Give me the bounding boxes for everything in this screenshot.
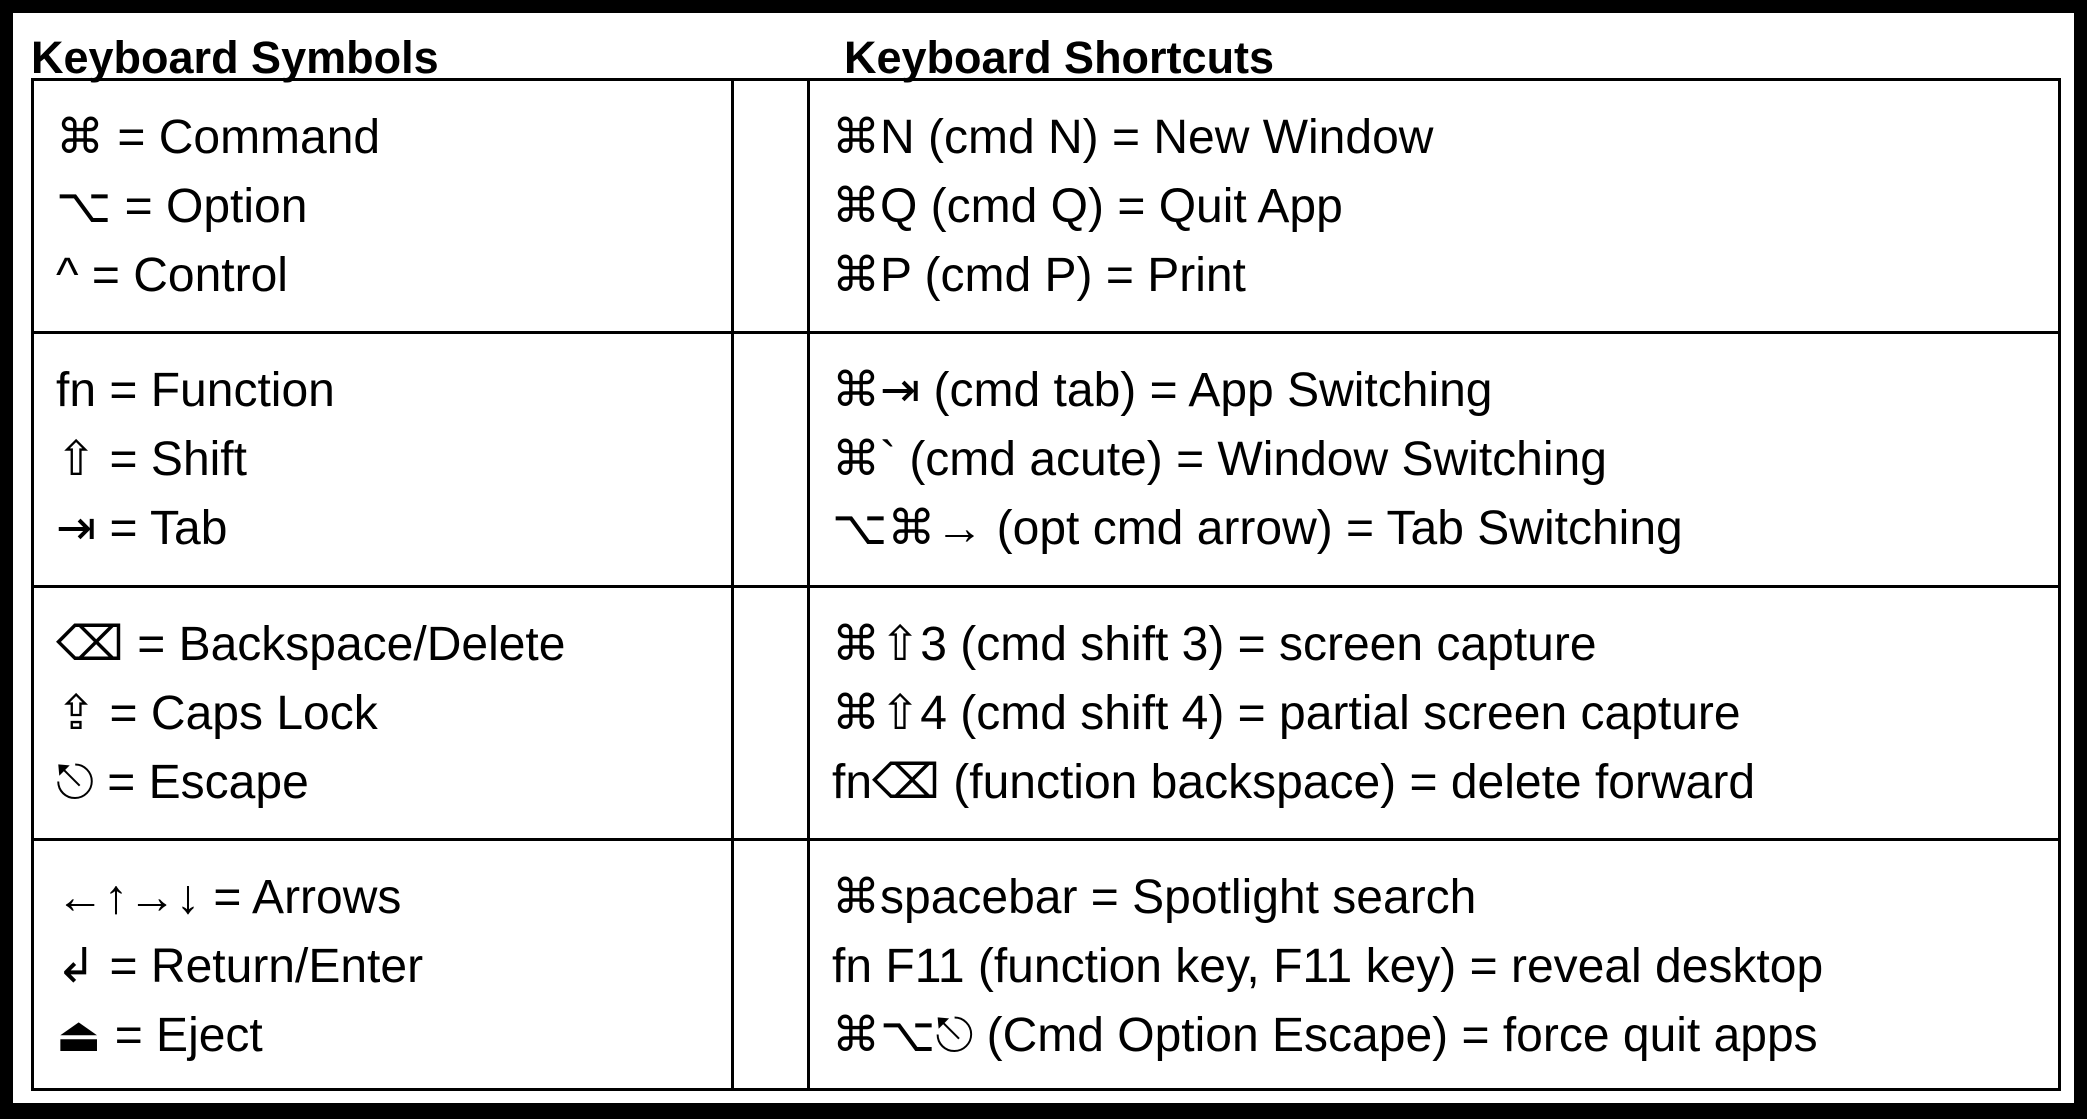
symbol-entry: ^ = Control [56, 249, 288, 302]
reference-table [31, 78, 2061, 1091]
symbols-cell [56, 334, 726, 563]
symbol-entry: ⇥ = Tab [56, 502, 228, 555]
symbol-entry: ⇧ = Shift [56, 433, 247, 486]
symbol-entry: ⇪ = Caps Lock [56, 687, 378, 740]
symbol-entry: ⎋ = Escape [56, 756, 309, 809]
symbol-entry: ←↑→↓ = Arrows [56, 871, 402, 924]
symbols-heading: Keyboard Symbols [31, 32, 439, 83]
symbols-cell [56, 588, 726, 817]
symbol-entry: ⌘ = Command [56, 111, 381, 164]
shortcut-entry: ⌘⇧4 (cmd shift 4) = partial screen capture [832, 687, 1741, 740]
shortcut-entry: ⌥⌘→ (opt cmd arrow) = Tab Switching [832, 502, 1683, 555]
symbol-entry: ⏏ = Eject [56, 1009, 263, 1062]
shortcut-entry: fn⌫ (function backspace) = delete forward [832, 756, 1756, 809]
shortcut-entry: ⌘` (cmd acute) = Window Switching [832, 433, 1607, 486]
symbol-entry: fn = Function [56, 364, 335, 417]
shortcut-entry: ⌘⇥ (cmd tab) = App Switching [832, 364, 1493, 417]
shortcut-entry: ⌘spacebar = Spotlight search [832, 871, 1477, 924]
symbol-entry: ↲ = Return/Enter [56, 940, 424, 993]
shortcuts-cell [832, 81, 2052, 310]
shortcuts-heading: Keyboard Shortcuts [844, 32, 1275, 83]
symbol-entry: ⌫ = Backspace/Delete [56, 618, 566, 671]
shortcut-entry: ⌘P (cmd P) = Print [832, 249, 1246, 302]
keyboard-reference-sheet [13, 13, 2074, 1103]
shortcuts-cell [832, 588, 2052, 817]
symbols-cell [56, 841, 726, 1070]
shortcut-entry: ⌘⌥⎋ (Cmd Option Escape) = force quit apps [832, 1009, 1818, 1062]
shortcut-entry: fn F11 (function key, F11 key) = reveal desktop [832, 940, 1824, 993]
shortcut-entry: ⌘N (cmd N) = New Window [832, 111, 1434, 164]
shortcut-entry: ⌘⇧3 (cmd shift 3) = screen capture [832, 618, 1597, 671]
shortcuts-cell [832, 334, 2052, 563]
shortcuts-cell [832, 841, 2052, 1070]
shortcut-entry: ⌘Q (cmd Q) = Quit App [832, 180, 1343, 233]
symbols-cell [56, 81, 726, 310]
symbol-entry: ⌥ = Option [56, 180, 308, 233]
